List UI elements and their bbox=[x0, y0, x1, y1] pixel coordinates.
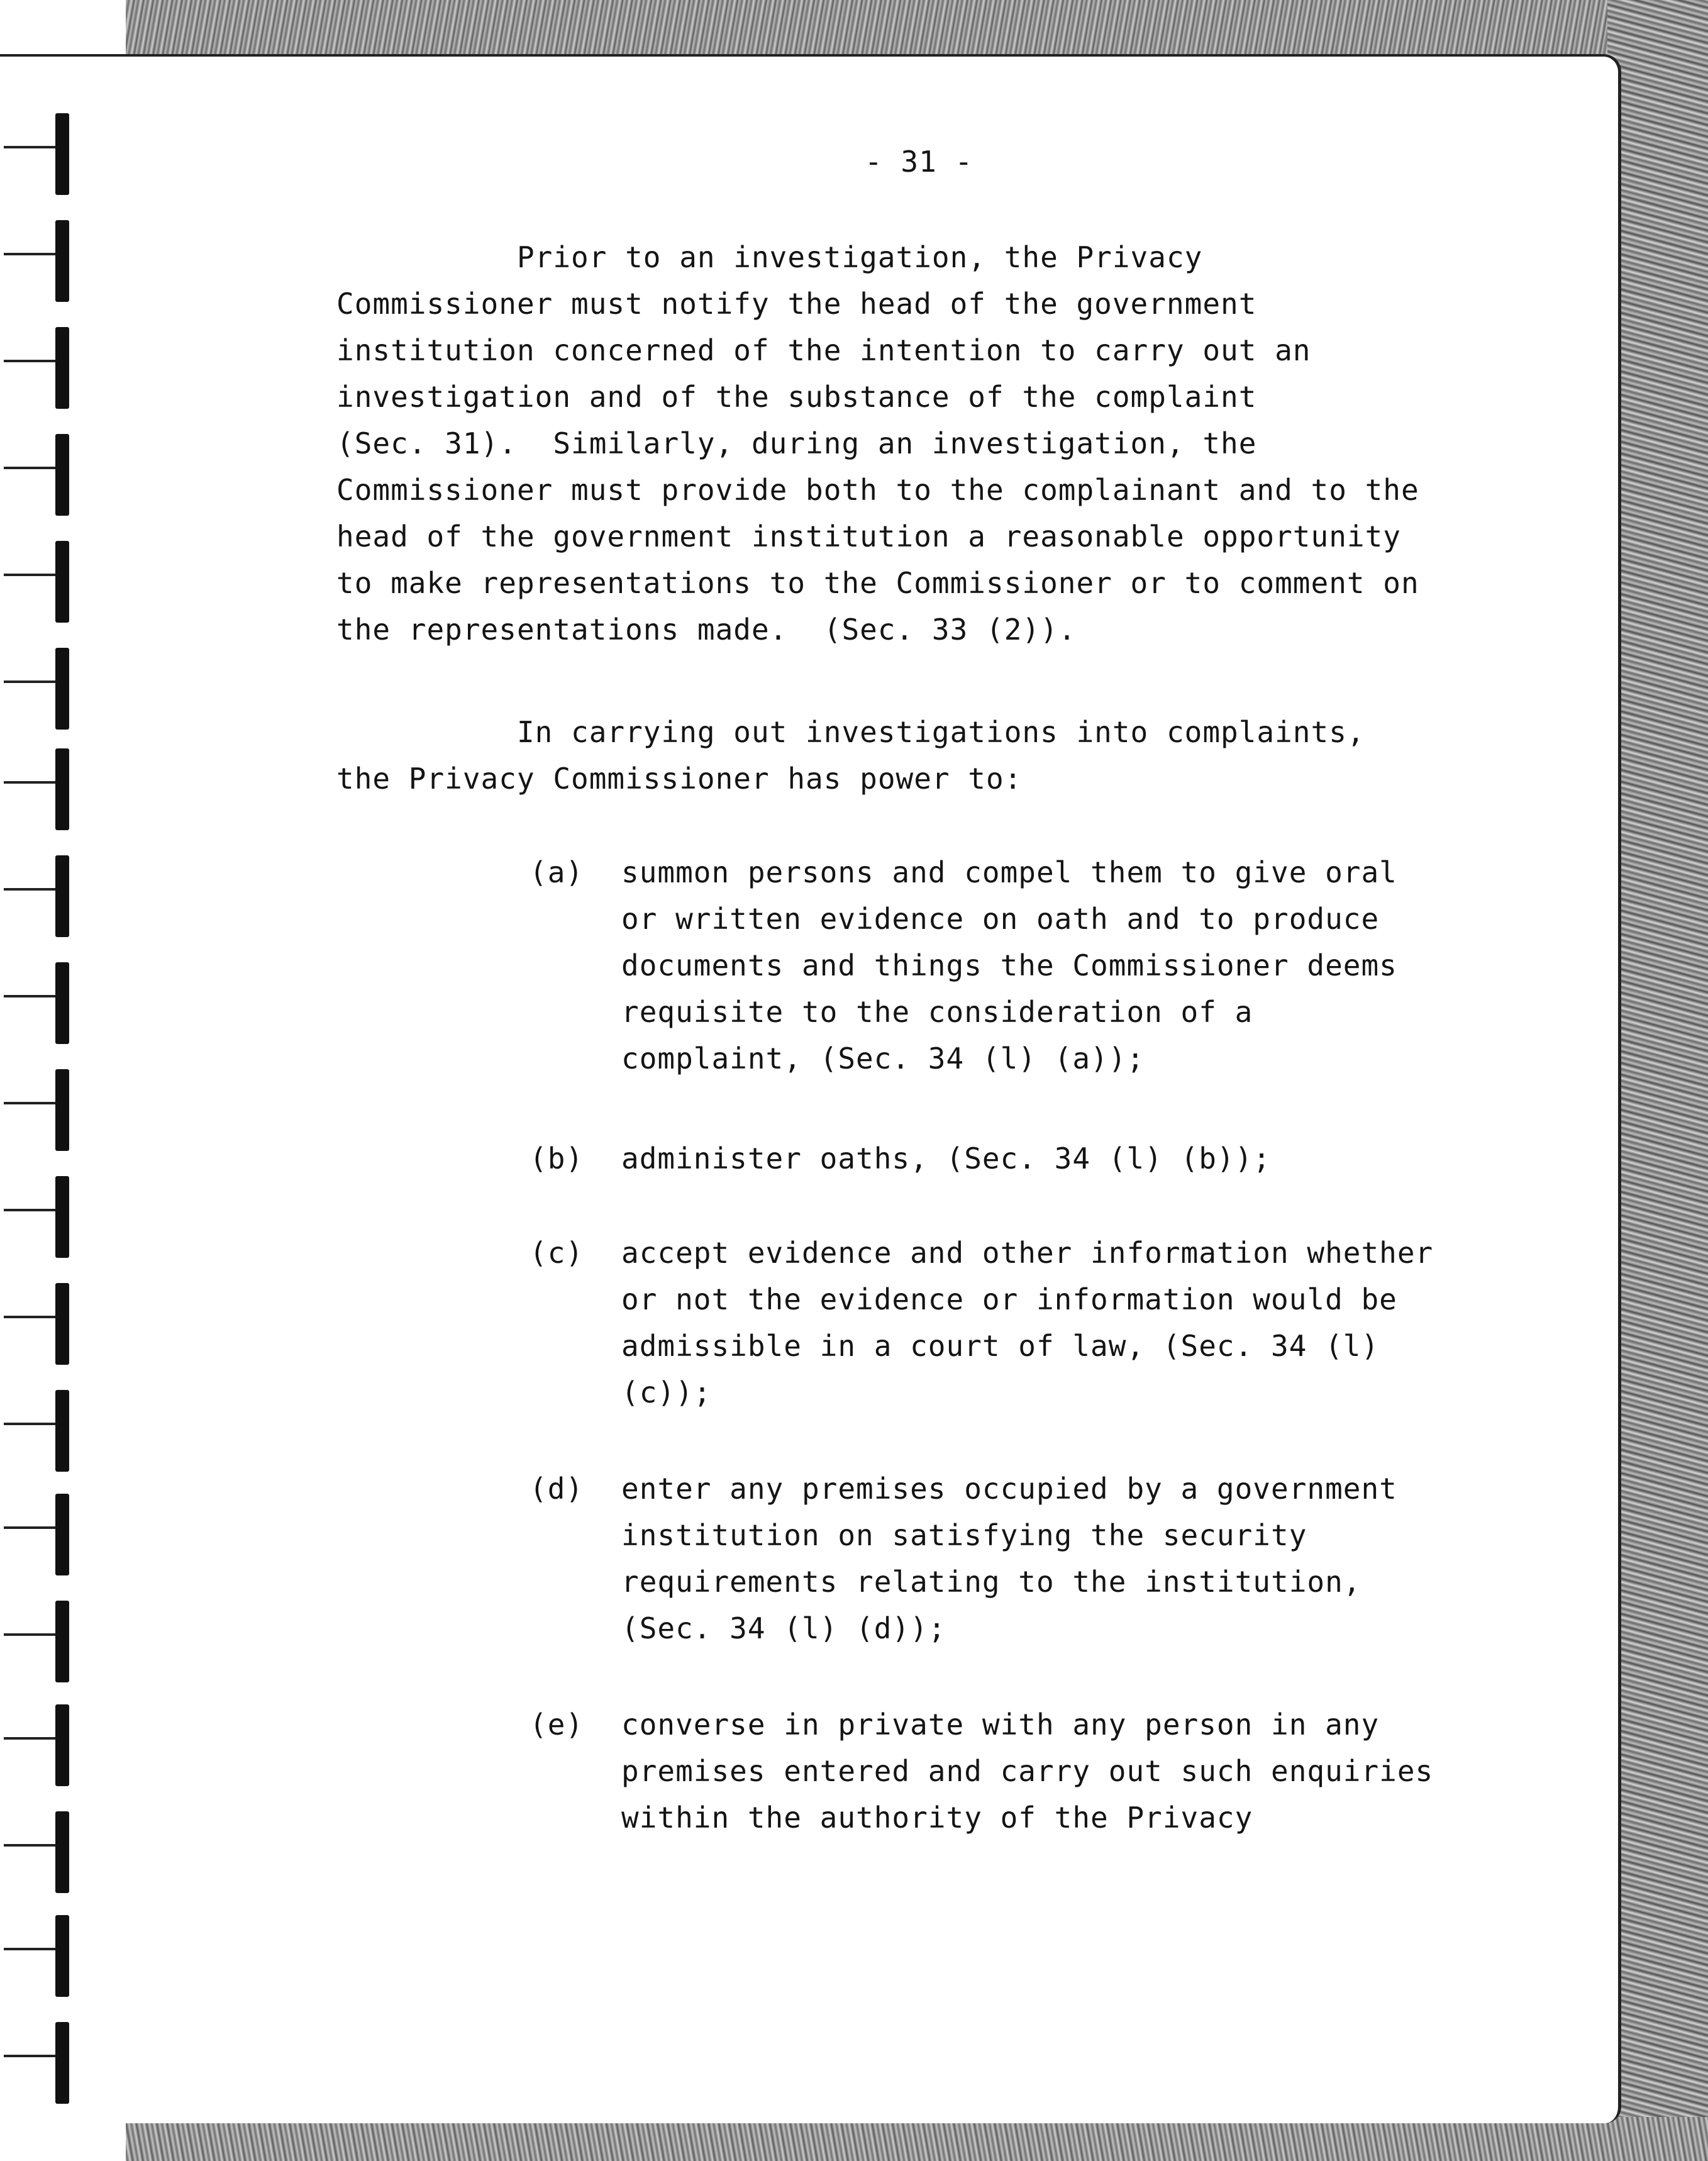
text-line: (Sec. 31). Similarly, during an investigation, the bbox=[336, 426, 1257, 460]
text-line: Commissioner must notify the head of the government bbox=[336, 287, 1257, 321]
text-line: premises entered and carry out such enquiries bbox=[621, 1754, 1434, 1788]
item-label: (a) bbox=[530, 855, 584, 889]
item-body bbox=[621, 1230, 1433, 1416]
text-line: (Sec. 34 (l) (d)); bbox=[621, 1611, 946, 1645]
text-line: institution on satisfying the security bbox=[621, 1518, 1307, 1552]
item-body bbox=[621, 1135, 1271, 1182]
text-line: accept evidence and other information whether bbox=[621, 1236, 1434, 1270]
item-label: (c) bbox=[530, 1236, 584, 1270]
text-line: (c)); bbox=[621, 1375, 712, 1409]
text-line: admissible in a court of law, (Sec. 34 (l) bbox=[621, 1329, 1380, 1363]
item-label: (d) bbox=[530, 1472, 584, 1506]
text-line: requirements relating to the institution, bbox=[621, 1565, 1361, 1599]
text-line: to make representations to the Commissioner or to comment on bbox=[336, 566, 1419, 600]
item-body bbox=[621, 1465, 1397, 1652]
text-line: Prior to an investigation, the Privacy bbox=[336, 240, 1203, 274]
text-line: or not the evidence or information would be bbox=[621, 1282, 1397, 1316]
item-label: (e) bbox=[530, 1708, 584, 1742]
paragraph-investigation-notice bbox=[336, 234, 1419, 653]
text-line: converse in private with any person in any bbox=[621, 1708, 1380, 1742]
text-line: within the authority of the Privacy bbox=[621, 1801, 1253, 1835]
text-line: institution concerned of the intention to carry out an bbox=[336, 333, 1311, 367]
paragraph-powers-intro bbox=[336, 709, 1365, 802]
text-line: requisite to the consideration of a bbox=[621, 995, 1253, 1029]
text-line: administer oaths, (Sec. 34 (l) (b)); bbox=[621, 1142, 1271, 1175]
text-line: head of the government institution a reasonable opportunity bbox=[336, 519, 1401, 553]
item-body bbox=[621, 1701, 1433, 1841]
text-line: or written evidence on oath and to produce bbox=[621, 902, 1380, 936]
text-line: the Privacy Commissioner has power to: bbox=[336, 762, 1023, 796]
text-line: investigation and of the substance of the complaint bbox=[336, 380, 1257, 414]
text-line: documents and things the Commissioner deems bbox=[621, 948, 1397, 982]
text-line: Commissioner must provide both to the complainant and to the bbox=[336, 473, 1419, 507]
item-body bbox=[621, 849, 1397, 1082]
item-label: (b) bbox=[530, 1142, 584, 1175]
text-line: the representations made. (Sec. 33 (2)). bbox=[336, 613, 1077, 647]
page-number: - 31 - bbox=[865, 145, 973, 179]
text-line: complaint, (Sec. 34 (l) (a)); bbox=[621, 1042, 1145, 1075]
text-line: summon persons and compel them to give oral bbox=[621, 855, 1397, 889]
text-line: enter any premises occupied by a government bbox=[621, 1472, 1397, 1506]
text-line: In carrying out investigations into complaints, bbox=[336, 715, 1365, 749]
